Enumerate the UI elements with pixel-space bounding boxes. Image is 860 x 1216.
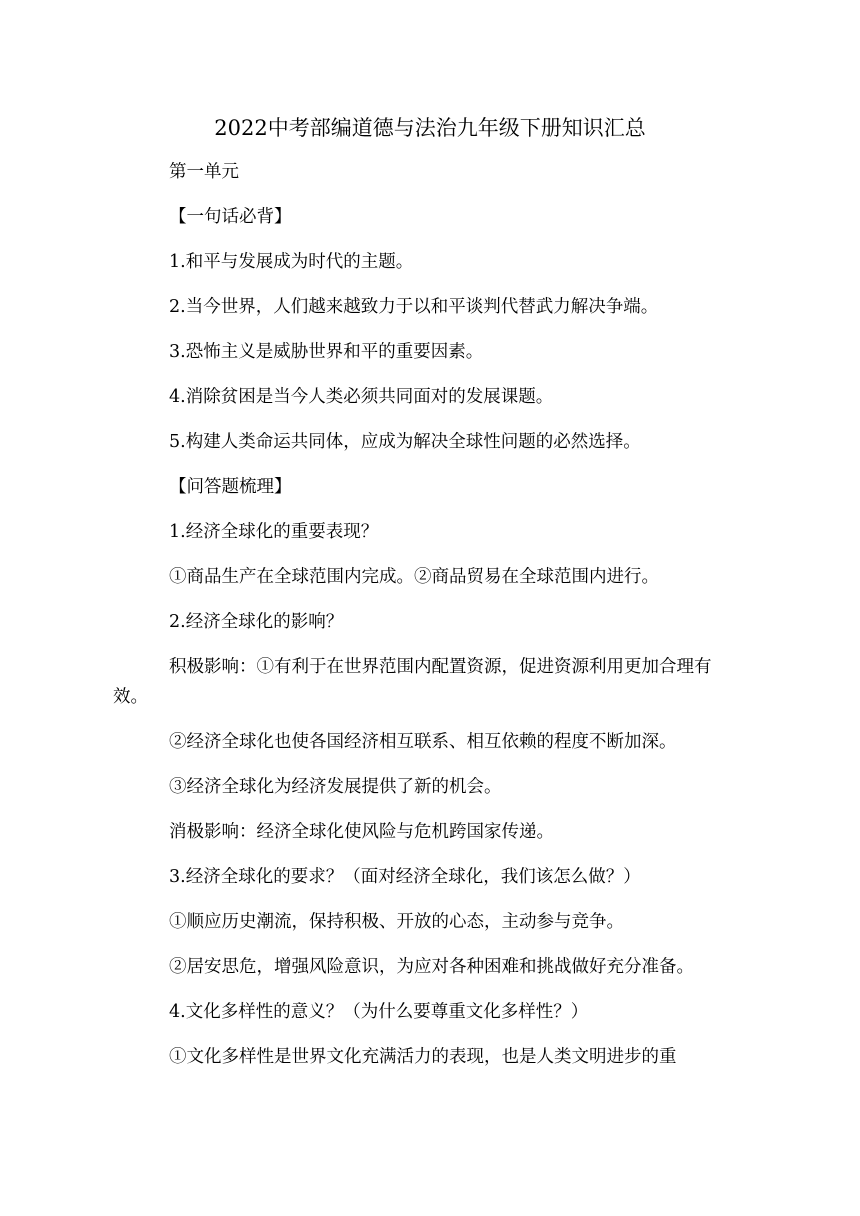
paragraph: 积极影响：①有利于在世界范围内配置资源，促进资源利用更加合理有效。 (113, 657, 712, 707)
paragraph: 3.恐怖主义是威胁世界和平的重要因素。 (169, 342, 484, 362)
paragraph: ②经济全球化也使各国经济相互联系、相互依赖的程度不断加深。 (169, 732, 677, 752)
document-title: 2022中考部编道德与法治九年级下册知识汇总 (214, 116, 646, 140)
paragraph: ②居安思危，增强风险意识，为应对各种困难和挑战做好充分准备。 (169, 957, 694, 977)
paragraph-section-heading: 【一句话必背】 (169, 207, 292, 227)
paragraph-section-heading: 【问答题梳理】 (169, 477, 292, 497)
paragraph-unit-heading: 第一单元 (169, 162, 239, 182)
paragraph: 2.当今世界，人们越来越致力于以和平谈判代替武力解决争端。 (169, 297, 659, 317)
paragraph: 5.构建人类命运共同体，应成为解决全球性问题的必然选择。 (169, 432, 641, 452)
paragraph-question: 2.经济全球化的影响？ (169, 612, 344, 632)
paragraph: ③经济全球化为经济发展提供了新的机会。 (169, 777, 502, 797)
paragraph: ①文化多样性是世界文化充满活力的表现，也是人类文明进步的重 (169, 1047, 677, 1067)
paragraph: ①顺应历史潮流，保持积极、开放的心态，主动参与竞争。 (169, 912, 624, 932)
paragraph: 4.消除贫困是当今人类必须共同面对的发展课题。 (169, 387, 554, 407)
paragraph-question: 1.经济全球化的重要表现？ (169, 522, 379, 542)
document-body (113, 157, 738, 1087)
paragraph: 消极影响：经济全球化使风险与危机跨国家传递。 (169, 822, 554, 842)
paragraph: ①商品生产在全球范围内完成。②商品贸易在全球范围内进行。 (169, 567, 659, 587)
paragraph-question: 4.文化多样性的意义？（为什么要尊重文化多样性？） (169, 1002, 589, 1022)
paragraph: 1.和平与发展成为时代的主题。 (169, 252, 414, 272)
paragraph-question: 3.经济全球化的要求？（面对经济全球化，我们该怎么做？） (169, 867, 641, 887)
